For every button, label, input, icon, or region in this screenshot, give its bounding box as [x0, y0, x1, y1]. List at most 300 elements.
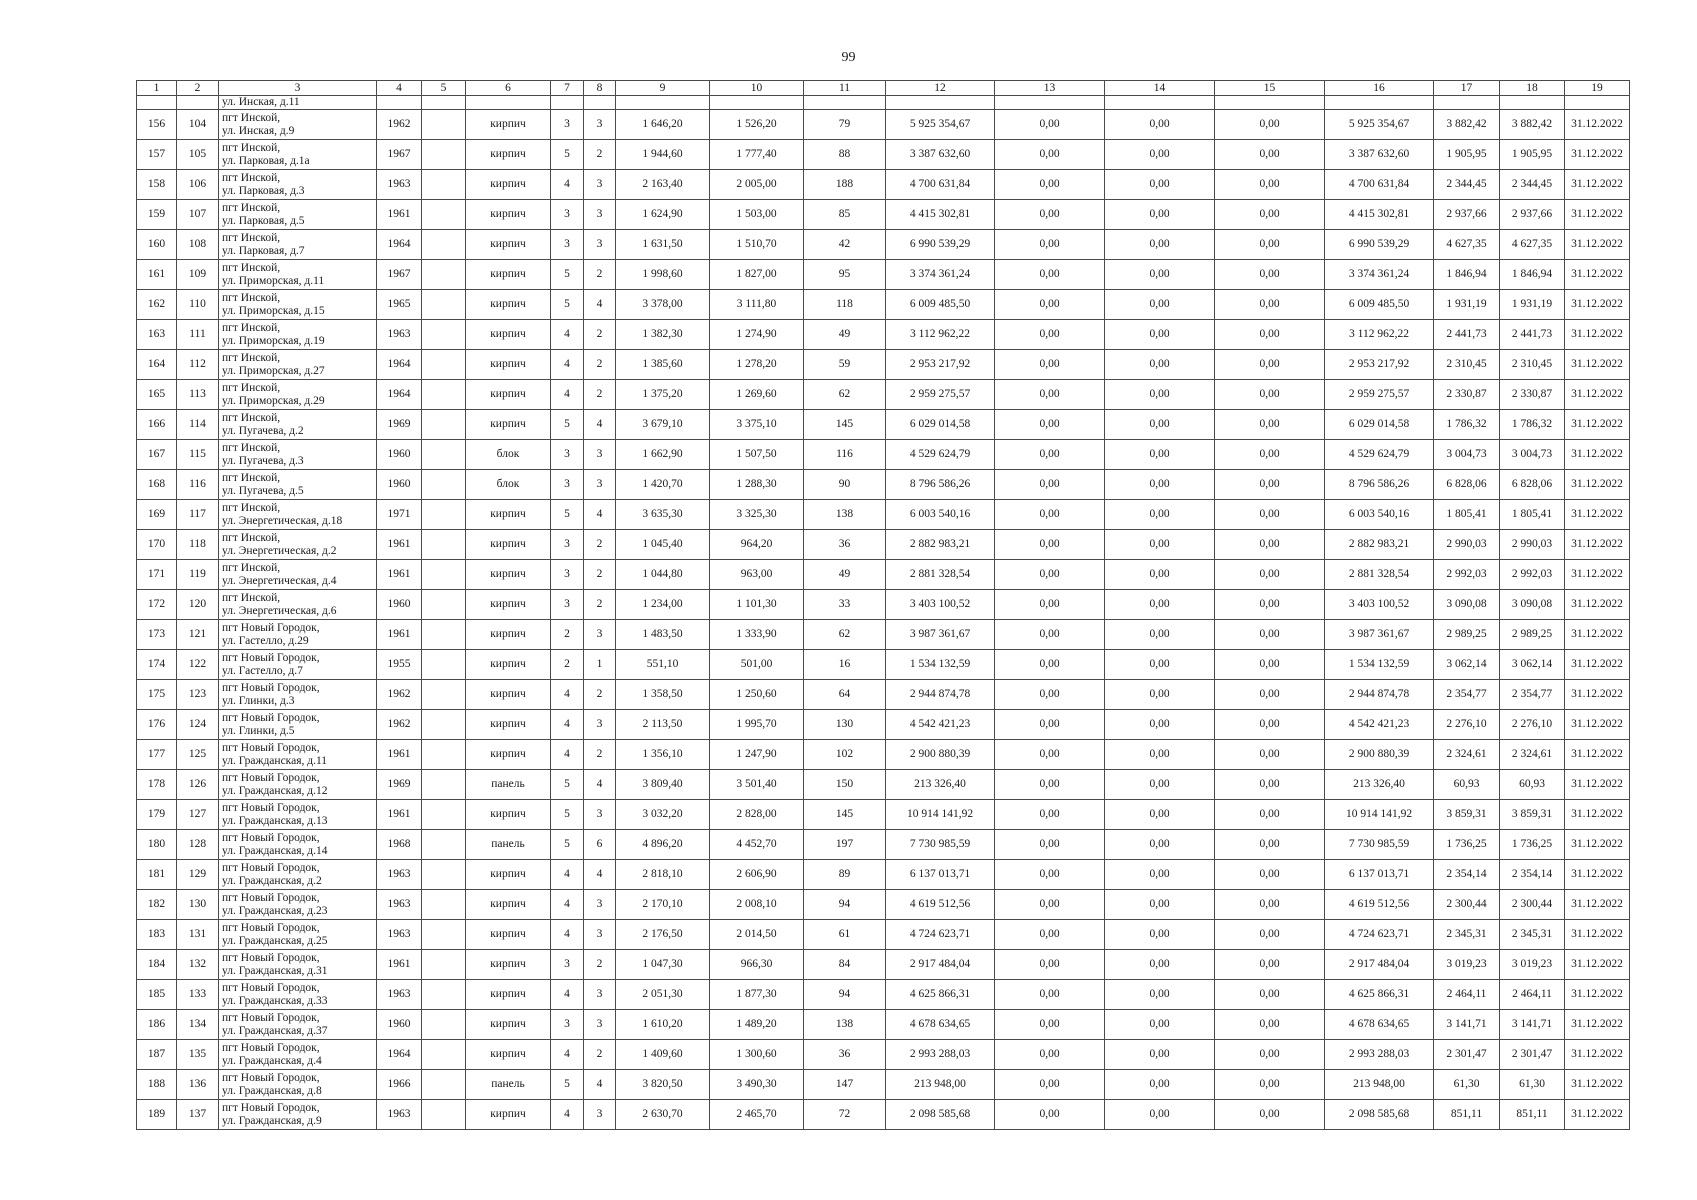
- table-row: [137, 950, 1630, 980]
- address-street: ул. Энергетическая, д.18: [222, 514, 343, 527]
- cell-col-15: 0,00: [1215, 710, 1325, 740]
- cell-col-9: 1 944,60: [616, 140, 710, 170]
- cell-col-11: 61: [804, 920, 886, 950]
- cell-col-13: 0,00: [995, 170, 1105, 200]
- address-cell: [219, 890, 377, 920]
- cell-col-15: 0,00: [1215, 470, 1325, 500]
- cell-col-7: 3: [551, 530, 584, 560]
- cell-col-2: 128: [177, 830, 219, 860]
- cell-col-17: 1 905,95: [1434, 140, 1500, 170]
- cell-col-5: [422, 620, 466, 650]
- address-street: ул. Пугачева, д.2: [222, 424, 304, 437]
- cell-col-5: [422, 110, 466, 140]
- cell-col-6: кирпич: [466, 320, 551, 350]
- cell-col-12: 3 403 100,52: [886, 590, 995, 620]
- cell-col-7: 2: [551, 650, 584, 680]
- cell-col-1: 180: [137, 830, 177, 860]
- cell-col-13: 0,00: [995, 140, 1105, 170]
- cell-col-5: [422, 470, 466, 500]
- cell-col-4: 1961: [377, 800, 422, 830]
- cell-col-1: 173: [137, 620, 177, 650]
- cell-col-6: блок: [466, 440, 551, 470]
- cell-col-18: 2 464,11: [1500, 980, 1565, 1010]
- cell-col-11: 79: [804, 110, 886, 140]
- column-number-cell: 17: [1434, 81, 1500, 96]
- cell-col-10: 1 274,90: [710, 320, 804, 350]
- column-number-cell: 5: [422, 81, 466, 96]
- cell-col-15: 0,00: [1215, 110, 1325, 140]
- cell-col-18: 1 905,95: [1500, 140, 1565, 170]
- cell-col-19: 31.12.2022: [1565, 620, 1630, 650]
- table-row: [137, 680, 1630, 710]
- address-settlement: пгт Инской,: [222, 111, 281, 124]
- cell-col-14: 0,00: [1105, 110, 1215, 140]
- cell-col-4: 1967: [377, 260, 422, 290]
- cell-col-15: 0,00: [1215, 350, 1325, 380]
- address-settlement: пгт Инской,: [222, 171, 281, 184]
- cell-col-1: 174: [137, 650, 177, 680]
- cell-col-9: 2 176,50: [616, 920, 710, 950]
- cell-col-17: 2 989,25: [1434, 620, 1500, 650]
- cell-col-2: 116: [177, 470, 219, 500]
- cell-col-17: 60,93: [1434, 770, 1500, 800]
- address-street: ул. Гражданская, д.25: [222, 934, 328, 947]
- cell-col-17: 2 310,45: [1434, 350, 1500, 380]
- cell-col-18: 2 300,44: [1500, 890, 1565, 920]
- table-row: [137, 770, 1630, 800]
- cell-col-9: 1 358,50: [616, 680, 710, 710]
- cell-col-13: 0,00: [995, 1100, 1105, 1130]
- address-street: ул. Гражданская, д.9: [222, 1114, 322, 1127]
- address-settlement: пгт Новый Городок,: [222, 1011, 320, 1024]
- cell-col-7: 4: [551, 380, 584, 410]
- address-street: ул. Гастелло, д.7: [222, 664, 303, 677]
- cell-col-13: 0,00: [995, 650, 1105, 680]
- cell-col-14: 0,00: [1105, 1070, 1215, 1100]
- cell-col-8: 4: [584, 500, 616, 530]
- address-cell: [219, 500, 377, 530]
- cell-col-10: 1 827,00: [710, 260, 804, 290]
- cell-col-9: 1 631,50: [616, 230, 710, 260]
- cell-col-14: 0,00: [1105, 950, 1215, 980]
- cell-col-7: 2: [551, 620, 584, 650]
- cell-col-12: 6 003 540,16: [886, 500, 995, 530]
- cell-col-4: 1960: [377, 1010, 422, 1040]
- cell-col-4: 1968: [377, 830, 422, 860]
- cell-col-2: 119: [177, 560, 219, 590]
- cell-col-6: кирпич: [466, 650, 551, 680]
- cont-address: ул. Инская, д.11: [219, 96, 377, 110]
- cell-col-5: [422, 410, 466, 440]
- cell-col-6: кирпич: [466, 560, 551, 590]
- cell-col-2: 136: [177, 1070, 219, 1100]
- cell-col-18: 1 931,19: [1500, 290, 1565, 320]
- cell-col-4: 1961: [377, 560, 422, 590]
- cell-col-16: 3 374 361,24: [1325, 260, 1434, 290]
- address-cell: [219, 830, 377, 860]
- table-row: [137, 140, 1630, 170]
- cell-col-14: 0,00: [1105, 770, 1215, 800]
- cell-col-5: [422, 350, 466, 380]
- cell-col-13: 0,00: [995, 860, 1105, 890]
- cell-col-12: 1 534 132,59: [886, 650, 995, 680]
- cell-col-11: 84: [804, 950, 886, 980]
- cell-col-5: [422, 950, 466, 980]
- cont-cell: [137, 96, 177, 110]
- cell-col-12: 3 374 361,24: [886, 260, 995, 290]
- cell-col-15: 0,00: [1215, 770, 1325, 800]
- cont-cell: [466, 96, 551, 110]
- cell-col-19: 31.12.2022: [1565, 170, 1630, 200]
- cell-col-8: 4: [584, 1070, 616, 1100]
- table-row: [137, 470, 1630, 500]
- cell-col-6: кирпич: [466, 590, 551, 620]
- cell-col-12: 6 990 539,29: [886, 230, 995, 260]
- cell-col-2: 118: [177, 530, 219, 560]
- cell-col-13: 0,00: [995, 350, 1105, 380]
- cell-col-2: 133: [177, 980, 219, 1010]
- cell-col-6: кирпич: [466, 890, 551, 920]
- cell-col-9: 2 113,50: [616, 710, 710, 740]
- cell-col-6: кирпич: [466, 620, 551, 650]
- cell-col-19: 31.12.2022: [1565, 920, 1630, 950]
- cell-col-15: 0,00: [1215, 980, 1325, 1010]
- cell-col-13: 0,00: [995, 560, 1105, 590]
- cell-col-6: кирпич: [466, 920, 551, 950]
- cell-col-6: кирпич: [466, 410, 551, 440]
- cell-col-13: 0,00: [995, 620, 1105, 650]
- cell-col-6: кирпич: [466, 530, 551, 560]
- address-street: ул. Парковая, д.1а: [222, 154, 310, 167]
- cell-col-16: 3 387 632,60: [1325, 140, 1434, 170]
- cell-col-16: 7 730 985,59: [1325, 830, 1434, 860]
- cell-col-2: 113: [177, 380, 219, 410]
- cell-col-7: 4: [551, 890, 584, 920]
- cell-col-10: 501,00: [710, 650, 804, 680]
- column-number-cell: 6: [466, 81, 551, 96]
- cell-col-14: 0,00: [1105, 230, 1215, 260]
- cell-col-1: 172: [137, 590, 177, 620]
- cell-col-7: 3: [551, 470, 584, 500]
- cell-col-17: 1 931,19: [1434, 290, 1500, 320]
- cell-col-17: 1 736,25: [1434, 830, 1500, 860]
- address-street: ул. Парковая, д.3: [222, 184, 305, 197]
- cell-col-11: 118: [804, 290, 886, 320]
- cell-col-10: 1 510,70: [710, 230, 804, 260]
- cell-col-11: 145: [804, 410, 886, 440]
- table-body: [137, 81, 1630, 1130]
- cell-col-7: 4: [551, 1040, 584, 1070]
- cell-col-15: 0,00: [1215, 800, 1325, 830]
- cell-col-10: 1 526,20: [710, 110, 804, 140]
- cell-col-17: 2 345,31: [1434, 920, 1500, 950]
- table-row: [137, 530, 1630, 560]
- cell-col-19: 31.12.2022: [1565, 230, 1630, 260]
- address-street: ул. Гражданская, д.8: [222, 1084, 322, 1097]
- cell-col-8: 3: [584, 170, 616, 200]
- cell-col-8: 2: [584, 380, 616, 410]
- cell-col-17: 2 992,03: [1434, 560, 1500, 590]
- cell-col-4: 1955: [377, 650, 422, 680]
- cell-col-18: 2 276,10: [1500, 710, 1565, 740]
- cell-col-19: 31.12.2022: [1565, 680, 1630, 710]
- cont-cell: [1434, 96, 1500, 110]
- cell-col-14: 0,00: [1105, 380, 1215, 410]
- cell-col-16: 1 534 132,59: [1325, 650, 1434, 680]
- cell-col-17: 2 441,73: [1434, 320, 1500, 350]
- cont-cell: [710, 96, 804, 110]
- cell-col-6: кирпич: [466, 500, 551, 530]
- column-number-cell: 10: [710, 81, 804, 96]
- cell-col-17: 3 859,31: [1434, 800, 1500, 830]
- cell-col-12: 8 796 586,26: [886, 470, 995, 500]
- cell-col-10: 1 278,20: [710, 350, 804, 380]
- cont-cell: [1105, 96, 1215, 110]
- cell-col-16: 2 959 275,57: [1325, 380, 1434, 410]
- cell-col-2: 124: [177, 710, 219, 740]
- cell-col-7: 5: [551, 140, 584, 170]
- cell-col-13: 0,00: [995, 500, 1105, 530]
- cell-col-15: 0,00: [1215, 200, 1325, 230]
- cell-col-7: 4: [551, 350, 584, 380]
- cell-col-18: 2 310,45: [1500, 350, 1565, 380]
- cell-col-1: 171: [137, 560, 177, 590]
- address-settlement: пгт Новый Городок,: [222, 981, 320, 994]
- column-number-cell: 8: [584, 81, 616, 96]
- cell-col-5: [422, 920, 466, 950]
- address-street: ул. Энергетическая, д.4: [222, 574, 337, 587]
- cell-col-4: 1963: [377, 1100, 422, 1130]
- cell-col-7: 3: [551, 1010, 584, 1040]
- cell-col-5: [422, 1070, 466, 1100]
- cell-col-16: 3 403 100,52: [1325, 590, 1434, 620]
- cell-col-2: 127: [177, 800, 219, 830]
- cont-cell: [804, 96, 886, 110]
- cell-col-13: 0,00: [995, 920, 1105, 950]
- cell-col-5: [422, 590, 466, 620]
- cell-col-7: 5: [551, 800, 584, 830]
- cell-col-17: 2 324,61: [1434, 740, 1500, 770]
- cell-col-17: 3 004,73: [1434, 440, 1500, 470]
- table-row: [137, 1100, 1630, 1130]
- cell-col-15: 0,00: [1215, 380, 1325, 410]
- cell-col-10: 1 777,40: [710, 140, 804, 170]
- cell-col-6: кирпич: [466, 1010, 551, 1040]
- address-cell: [219, 140, 377, 170]
- table-row: [137, 1010, 1630, 1040]
- cell-col-5: [422, 890, 466, 920]
- address-street: ул. Приморская, д.27: [222, 364, 325, 377]
- cell-col-17: 2 937,66: [1434, 200, 1500, 230]
- column-number-cell: 12: [886, 81, 995, 96]
- cell-col-13: 0,00: [995, 110, 1105, 140]
- cell-col-1: 182: [137, 890, 177, 920]
- cell-col-11: 94: [804, 890, 886, 920]
- cell-col-16: 10 914 141,92: [1325, 800, 1434, 830]
- address-settlement: пгт Инской,: [222, 351, 281, 364]
- cell-col-4: 1963: [377, 170, 422, 200]
- cell-col-4: 1963: [377, 920, 422, 950]
- cell-col-18: 851,11: [1500, 1100, 1565, 1130]
- cell-col-4: 1969: [377, 770, 422, 800]
- cell-col-4: 1969: [377, 410, 422, 440]
- cell-col-8: 3: [584, 1100, 616, 1130]
- cell-col-5: [422, 500, 466, 530]
- cell-col-13: 0,00: [995, 680, 1105, 710]
- cell-col-4: 1971: [377, 500, 422, 530]
- cell-col-14: 0,00: [1105, 860, 1215, 890]
- cell-col-1: 169: [137, 500, 177, 530]
- cell-col-11: 36: [804, 530, 886, 560]
- cell-col-10: 1 503,00: [710, 200, 804, 230]
- address-cell: [219, 770, 377, 800]
- cell-col-9: 3 378,00: [616, 290, 710, 320]
- cell-col-9: 2 163,40: [616, 170, 710, 200]
- cell-col-1: 160: [137, 230, 177, 260]
- table-row: [137, 260, 1630, 290]
- address-settlement: пгт Новый Городок,: [222, 1041, 320, 1054]
- cell-col-19: 31.12.2022: [1565, 1040, 1630, 1070]
- cell-col-10: 2 014,50: [710, 920, 804, 950]
- cell-col-8: 2: [584, 260, 616, 290]
- cell-col-1: 184: [137, 950, 177, 980]
- cell-col-1: 178: [137, 770, 177, 800]
- cell-col-15: 0,00: [1215, 590, 1325, 620]
- cell-col-7: 3: [551, 560, 584, 590]
- cell-col-8: 1: [584, 650, 616, 680]
- cell-col-8: 2: [584, 680, 616, 710]
- cell-col-4: 1965: [377, 290, 422, 320]
- table-row: [137, 920, 1630, 950]
- address-settlement: пгт Новый Городок,: [222, 1101, 320, 1114]
- cell-col-18: 2 330,87: [1500, 380, 1565, 410]
- table-row: [137, 230, 1630, 260]
- cell-col-10: 1 333,90: [710, 620, 804, 650]
- cell-col-13: 0,00: [995, 410, 1105, 440]
- cell-col-6: кирпич: [466, 800, 551, 830]
- cell-col-16: 213 948,00: [1325, 1070, 1434, 1100]
- address-street: ул. Пугачева, д.5: [222, 484, 304, 497]
- cell-col-6: панель: [466, 1070, 551, 1100]
- address-settlement: пгт Новый Городок,: [222, 831, 320, 844]
- cell-col-2: 114: [177, 410, 219, 440]
- cell-col-1: 164: [137, 350, 177, 380]
- cell-col-11: 62: [804, 380, 886, 410]
- cell-col-11: 95: [804, 260, 886, 290]
- cell-col-2: 134: [177, 1010, 219, 1040]
- cell-col-17: 1 846,94: [1434, 260, 1500, 290]
- cell-col-5: [422, 770, 466, 800]
- cell-col-1: 189: [137, 1100, 177, 1130]
- cell-col-15: 0,00: [1215, 1010, 1325, 1040]
- cell-col-11: 138: [804, 500, 886, 530]
- table-row: [137, 890, 1630, 920]
- cell-col-19: 31.12.2022: [1565, 110, 1630, 140]
- address-street: ул. Гражданская, д.2: [222, 874, 322, 887]
- table-row: [137, 1040, 1630, 1070]
- address-cell: [219, 560, 377, 590]
- cell-col-16: 3 987 361,67: [1325, 620, 1434, 650]
- cell-col-8: 3: [584, 710, 616, 740]
- cont-cell: [1500, 96, 1565, 110]
- cell-col-4: 1962: [377, 110, 422, 140]
- cell-col-2: 121: [177, 620, 219, 650]
- cell-col-16: 5 925 354,67: [1325, 110, 1434, 140]
- cell-col-14: 0,00: [1105, 440, 1215, 470]
- cell-col-6: кирпич: [466, 290, 551, 320]
- cell-col-10: 1 269,60: [710, 380, 804, 410]
- cell-col-2: 123: [177, 680, 219, 710]
- cell-col-8: 3: [584, 110, 616, 140]
- cell-col-2: 137: [177, 1100, 219, 1130]
- address-settlement: пгт Инской,: [222, 261, 281, 274]
- address-settlement: пгт Инской,: [222, 381, 281, 394]
- address-street: ул. Гражданская, д.12: [222, 784, 328, 797]
- address-cell: [219, 950, 377, 980]
- cell-col-6: кирпич: [466, 950, 551, 980]
- address-cell: [219, 260, 377, 290]
- cell-col-19: 31.12.2022: [1565, 1070, 1630, 1100]
- cell-col-5: [422, 200, 466, 230]
- cell-col-13: 0,00: [995, 320, 1105, 350]
- cell-col-7: 4: [551, 920, 584, 950]
- cell-col-15: 0,00: [1215, 530, 1325, 560]
- cell-col-8: 3: [584, 1010, 616, 1040]
- address-settlement: пгт Инской,: [222, 141, 281, 154]
- cell-col-6: кирпич: [466, 230, 551, 260]
- cont-cell: [616, 96, 710, 110]
- cell-col-12: 213 948,00: [886, 1070, 995, 1100]
- address-street: ул. Гражданская, д.37: [222, 1024, 328, 1037]
- cell-col-1: 175: [137, 680, 177, 710]
- table-row: [137, 860, 1630, 890]
- cell-col-19: 31.12.2022: [1565, 770, 1630, 800]
- cell-col-15: 0,00: [1215, 290, 1325, 320]
- cell-col-12: 3 987 361,67: [886, 620, 995, 650]
- cell-col-9: 3 635,30: [616, 500, 710, 530]
- cell-col-18: 3 062,14: [1500, 650, 1565, 680]
- cell-col-9: 1 610,20: [616, 1010, 710, 1040]
- cell-col-10: 1 250,60: [710, 680, 804, 710]
- cell-col-18: 2 441,73: [1500, 320, 1565, 350]
- cell-col-6: кирпич: [466, 200, 551, 230]
- cell-col-7: 4: [551, 860, 584, 890]
- cell-col-13: 0,00: [995, 1070, 1105, 1100]
- cell-col-1: 156: [137, 110, 177, 140]
- cell-col-7: 3: [551, 440, 584, 470]
- cell-col-15: 0,00: [1215, 560, 1325, 590]
- cell-col-8: 3: [584, 920, 616, 950]
- table-row: [137, 1070, 1630, 1100]
- cell-col-17: 2 354,77: [1434, 680, 1500, 710]
- cell-col-14: 0,00: [1105, 1010, 1215, 1040]
- cell-col-14: 0,00: [1105, 410, 1215, 440]
- cell-col-1: 176: [137, 710, 177, 740]
- cell-col-19: 31.12.2022: [1565, 440, 1630, 470]
- address-cell: [219, 290, 377, 320]
- column-number-cell: 13: [995, 81, 1105, 96]
- cell-col-16: 6 003 540,16: [1325, 500, 1434, 530]
- cell-col-9: 551,10: [616, 650, 710, 680]
- cell-col-2: 112: [177, 350, 219, 380]
- cell-col-19: 31.12.2022: [1565, 140, 1630, 170]
- cell-col-7: 5: [551, 770, 584, 800]
- cell-col-10: 2 008,10: [710, 890, 804, 920]
- cell-col-19: 31.12.2022: [1565, 320, 1630, 350]
- address-settlement: пгт Новый Городок,: [222, 741, 320, 754]
- table-row: [137, 830, 1630, 860]
- cell-col-8: 3: [584, 620, 616, 650]
